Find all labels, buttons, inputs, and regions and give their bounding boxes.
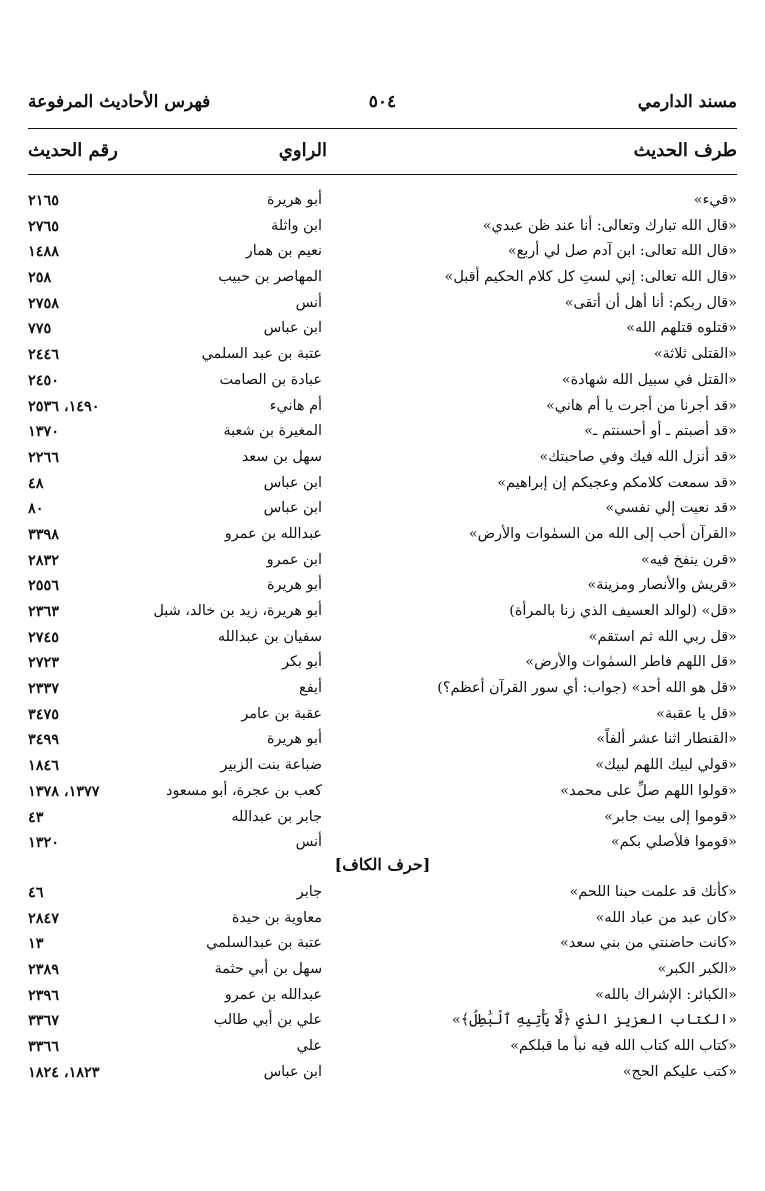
index-row: [28, 1008, 737, 1034]
hadith-text: «كتاب الله كتاب الله فيه نبأ ما قبلكم»: [510, 1038, 737, 1055]
narrator-name: أبو بكر: [282, 654, 322, 671]
index-row: [28, 753, 737, 779]
hadith-number: ٢٤٤٦: [28, 346, 59, 364]
hadith-number: ١٨٢٣، ١٨٢٤: [28, 1063, 100, 1081]
hadith-text: «قل يا عقبة»: [656, 705, 737, 722]
hadith-text: «قيء»: [693, 192, 737, 208]
hadith-number: ٢٨٣٢: [28, 551, 59, 569]
index-row: [28, 906, 737, 932]
narrator-name: معاوية بن حيدة: [231, 909, 322, 926]
narrator-name: عبدالله بن عمرو: [224, 986, 322, 1003]
hadith-number: ٢٨٤٧: [28, 909, 59, 927]
hadith-text: «قل ربي الله ثم استقم»: [588, 628, 737, 645]
hadith-number: ٤٨: [28, 474, 44, 492]
hadith-number: ٧٧٥: [28, 320, 52, 338]
narrator-name: ابن عباس: [263, 1063, 322, 1080]
hadith-number: ٢٧٦٥: [28, 217, 59, 235]
header-rule: [28, 128, 737, 129]
hadith-text: «القنطار اثنا عشر ألفاً»: [596, 731, 737, 748]
narrator-name: جابر بن عبدالله: [231, 808, 322, 825]
narrator-name: كعب بن عجرة، أبو مسعود: [166, 782, 322, 799]
index-row: [28, 522, 737, 548]
index-row: [28, 880, 737, 906]
section-title: فهرس الأحاديث المرفوعة: [28, 92, 211, 112]
index-row: [28, 342, 737, 368]
narrator-name: ابن عمرو: [266, 551, 322, 568]
index-row: [28, 650, 737, 676]
hadith-number: ٨٠: [28, 500, 44, 518]
hadith-number: ١٣٧٧، ١٣٧٨: [28, 782, 100, 800]
narrator-name: ابن عباس: [263, 474, 322, 491]
narrator-name: أنس: [295, 834, 322, 851]
column-header-hadith-number: رقم الحديث: [28, 140, 118, 161]
hadith-number: ١٣٧٠: [28, 423, 59, 441]
narrator-name: عتبة بن عبدالسلمي: [206, 935, 322, 952]
index-row: [28, 625, 737, 651]
hadith-text: «قد نعيت إلي نفسي»: [605, 500, 737, 517]
hadith-text: «كتب عليكم الحج»: [622, 1063, 737, 1080]
hadith-number: ٢٢٦٦: [28, 448, 59, 466]
hadith-text: «قد أصبتم ـ أو أحسنتم ـ»: [584, 423, 737, 440]
hadith-number: ١٣: [28, 935, 44, 953]
hadith-text: «القتلى ثلاثة»: [653, 346, 737, 363]
index-row: [28, 188, 737, 214]
index-row: [28, 445, 737, 471]
hadith-number: ٢٥٥٦: [28, 577, 59, 595]
hadith-number: ٢٥٨: [28, 269, 52, 287]
hadith-text: «قل اللهم فاطر السمٰوات والأرض»: [525, 654, 737, 671]
hadith-number: ٢٧٢٣: [28, 654, 59, 672]
narrator-name: أبو هريرة، زيد بن خالد، شبل: [153, 603, 322, 619]
narrator-name: عقبة بن عامر: [241, 705, 322, 722]
column-header-hadith-text: طرف الحديث: [633, 140, 737, 161]
index-row: [28, 368, 737, 394]
hadith-number: ٢٣٣٧: [28, 680, 59, 698]
narrator-name: أبو هريرة: [266, 577, 322, 594]
hadith-text: «الكبائر: الإشراك بالله»: [595, 986, 737, 1003]
index-row: [28, 239, 737, 265]
hadith-number: ١٨٤٦: [28, 757, 59, 775]
index-row: [28, 265, 737, 291]
hadith-text: «قال ربكم: أنا أهل أن أتقى»: [564, 294, 737, 311]
index-row: [28, 214, 737, 240]
hadith-text: «قرن ينفخ فيه»: [641, 551, 737, 568]
hadith-text: «قال الله تعالى: ابن آدم صل لي أربع»: [507, 243, 737, 260]
hadith-text: «قال الله تعالى: إني لستِ كل كلام الحكيم أقبل»: [444, 269, 737, 286]
index-row: [28, 1034, 737, 1060]
narrator-name: سفيان بن عبدالله: [217, 628, 322, 645]
narrator-name: أيفع: [299, 680, 322, 697]
hadith-number: ٢٣٦٣: [28, 603, 59, 620]
hadith-text: «قولوا اللهم صلِّ على محمد»: [560, 782, 737, 799]
narrator-name: أبو هريرة: [266, 731, 322, 748]
narrator-name: أنس: [295, 294, 322, 311]
narrator-name: نعيم بن همار: [245, 243, 322, 260]
hadith-number: ٢٣٨٩: [28, 961, 59, 979]
hadith-number: ٣٣٦٦: [28, 1038, 59, 1056]
hadith-number: ٢٧٥٨: [28, 294, 59, 312]
hadith-number: ٢٣٩٦: [28, 986, 59, 1004]
index-row: [28, 727, 737, 753]
hadith-text: «كان عبد من عباد الله»: [595, 909, 737, 926]
hadith-number: ٣٣٦٧: [28, 1012, 59, 1030]
index-row: [28, 957, 737, 983]
book-title: مسند الدارمي: [637, 92, 737, 112]
hadith-number: ١٣٢٠: [28, 834, 59, 852]
hadith-text: «قريش والأنصار ومزينة»: [587, 577, 737, 594]
index-row: [28, 419, 737, 445]
hadith-text: «قد سمعت كلامكم وعجبكم إن إبراهيم»: [497, 474, 737, 491]
narrator-name: عبدالله بن عمرو: [224, 525, 322, 542]
index-row: [28, 548, 737, 574]
index-row: [28, 496, 737, 522]
index-row: [28, 830, 737, 856]
narrator-name: ابن واثلة: [271, 217, 322, 234]
hadith-text: «قل» (لوالد العسيف الذي زنا بالمرأة): [509, 603, 737, 619]
index-list-qaf: [28, 188, 737, 856]
hadith-number: ٣٣٩٨: [28, 525, 59, 543]
narrator-name: علي: [296, 1038, 322, 1055]
index-row: [28, 779, 737, 805]
column-header-rule: [28, 174, 737, 175]
section-heading-kaf: [حرف الكاف]: [334, 855, 431, 874]
index-row: [28, 471, 737, 497]
hadith-text: «قد أنزل الله فيك وفي صاحبتك»: [539, 448, 737, 465]
index-row: [28, 931, 737, 957]
narrator-name: المهاصر بن حبيب: [218, 269, 322, 286]
index-row: [28, 702, 737, 728]
page-number: ٥٠٤: [368, 92, 397, 112]
narrator-name: سهل بن أبي حثمة: [214, 961, 322, 978]
index-row: [28, 983, 737, 1009]
narrator-name: ابن عباس: [263, 320, 322, 337]
hadith-number: ٤٦: [28, 884, 44, 901]
index-row: [28, 291, 737, 317]
index-list-kaf: [28, 880, 737, 1086]
column-header-narrator: الراوي: [278, 140, 327, 161]
hadith-text: «قولي لبيك اللهم لبيك»: [595, 757, 737, 774]
index-row: [28, 394, 737, 420]
narrator-name: جابر: [296, 884, 322, 900]
hadith-text: «القتل في سبيل الله شهادة»: [561, 371, 737, 388]
narrator-name: أبو هريرة: [266, 192, 322, 208]
hadith-text: «قال الله تبارك وتعالى: أنا عند ظن عبدي»: [482, 217, 737, 234]
hadith-number: ٣٤٧٥: [28, 705, 59, 723]
index-row: [28, 1060, 737, 1086]
hadith-text: «قتلوه قتلهم الله»: [626, 320, 737, 337]
index-row: [28, 599, 737, 625]
hadith-text: «كانت حاضنتي من بني سعد»: [559, 935, 737, 952]
index-row: [28, 676, 737, 702]
column-headers: [28, 140, 737, 170]
hadith-number: ٣٤٩٩: [28, 731, 59, 749]
narrator-name: عتبة بن عبد السلمي: [201, 346, 322, 363]
hadith-text: «قوموا إلى بيت جابر»: [604, 808, 737, 825]
hadith-text: «القرآن أحب إلى الله من السمٰوات والأرض»: [468, 525, 737, 542]
narrator-name: ضباعة بنت الزبير: [220, 757, 322, 774]
hadith-number: ١٤٨٨: [28, 243, 59, 261]
narrator-name: ابن عباس: [263, 500, 322, 517]
index-row: [28, 805, 737, 831]
narrator-name: سهل بن سعد: [241, 448, 322, 465]
index-row: [28, 316, 737, 342]
hadith-text: «كأنك قد علمت حبنا اللحم»: [569, 884, 737, 900]
hadith-text: «الكتاب العزيز الذي ﴿لَّا يَأْتِيهِ ٱلْبَٰطِلُ﴾»: [451, 1012, 737, 1029]
hadith-text: «قوموا فلأصلي بكم»: [610, 834, 737, 851]
hadith-text: «قد أجرنا من أجرت يا أم هاني»: [545, 397, 737, 414]
hadith-number: ٢٤٥٠: [28, 371, 59, 389]
narrator-name: أم هانيء: [269, 397, 322, 414]
narrator-name: علي بن أبي طالب: [213, 1012, 322, 1029]
index-row: [28, 573, 737, 599]
narrator-name: المغيرة بن شعبة: [223, 423, 322, 440]
hadith-text: «الكبر الكبر»: [657, 961, 737, 978]
hadith-text: «قل هو الله أحد» (جواب: أي سور القرآن أعظم؟): [437, 680, 737, 697]
hadith-number: ٢١٦٥: [28, 192, 59, 209]
hadith-number: ٤٣: [28, 808, 44, 826]
running-header: [28, 92, 737, 116]
hadith-number: ١٤٩٠، ٢٥٣٦: [28, 397, 100, 415]
narrator-name: عبادة بن الصامت: [219, 371, 322, 388]
hadith-number: ٢٧٤٥: [28, 628, 59, 646]
